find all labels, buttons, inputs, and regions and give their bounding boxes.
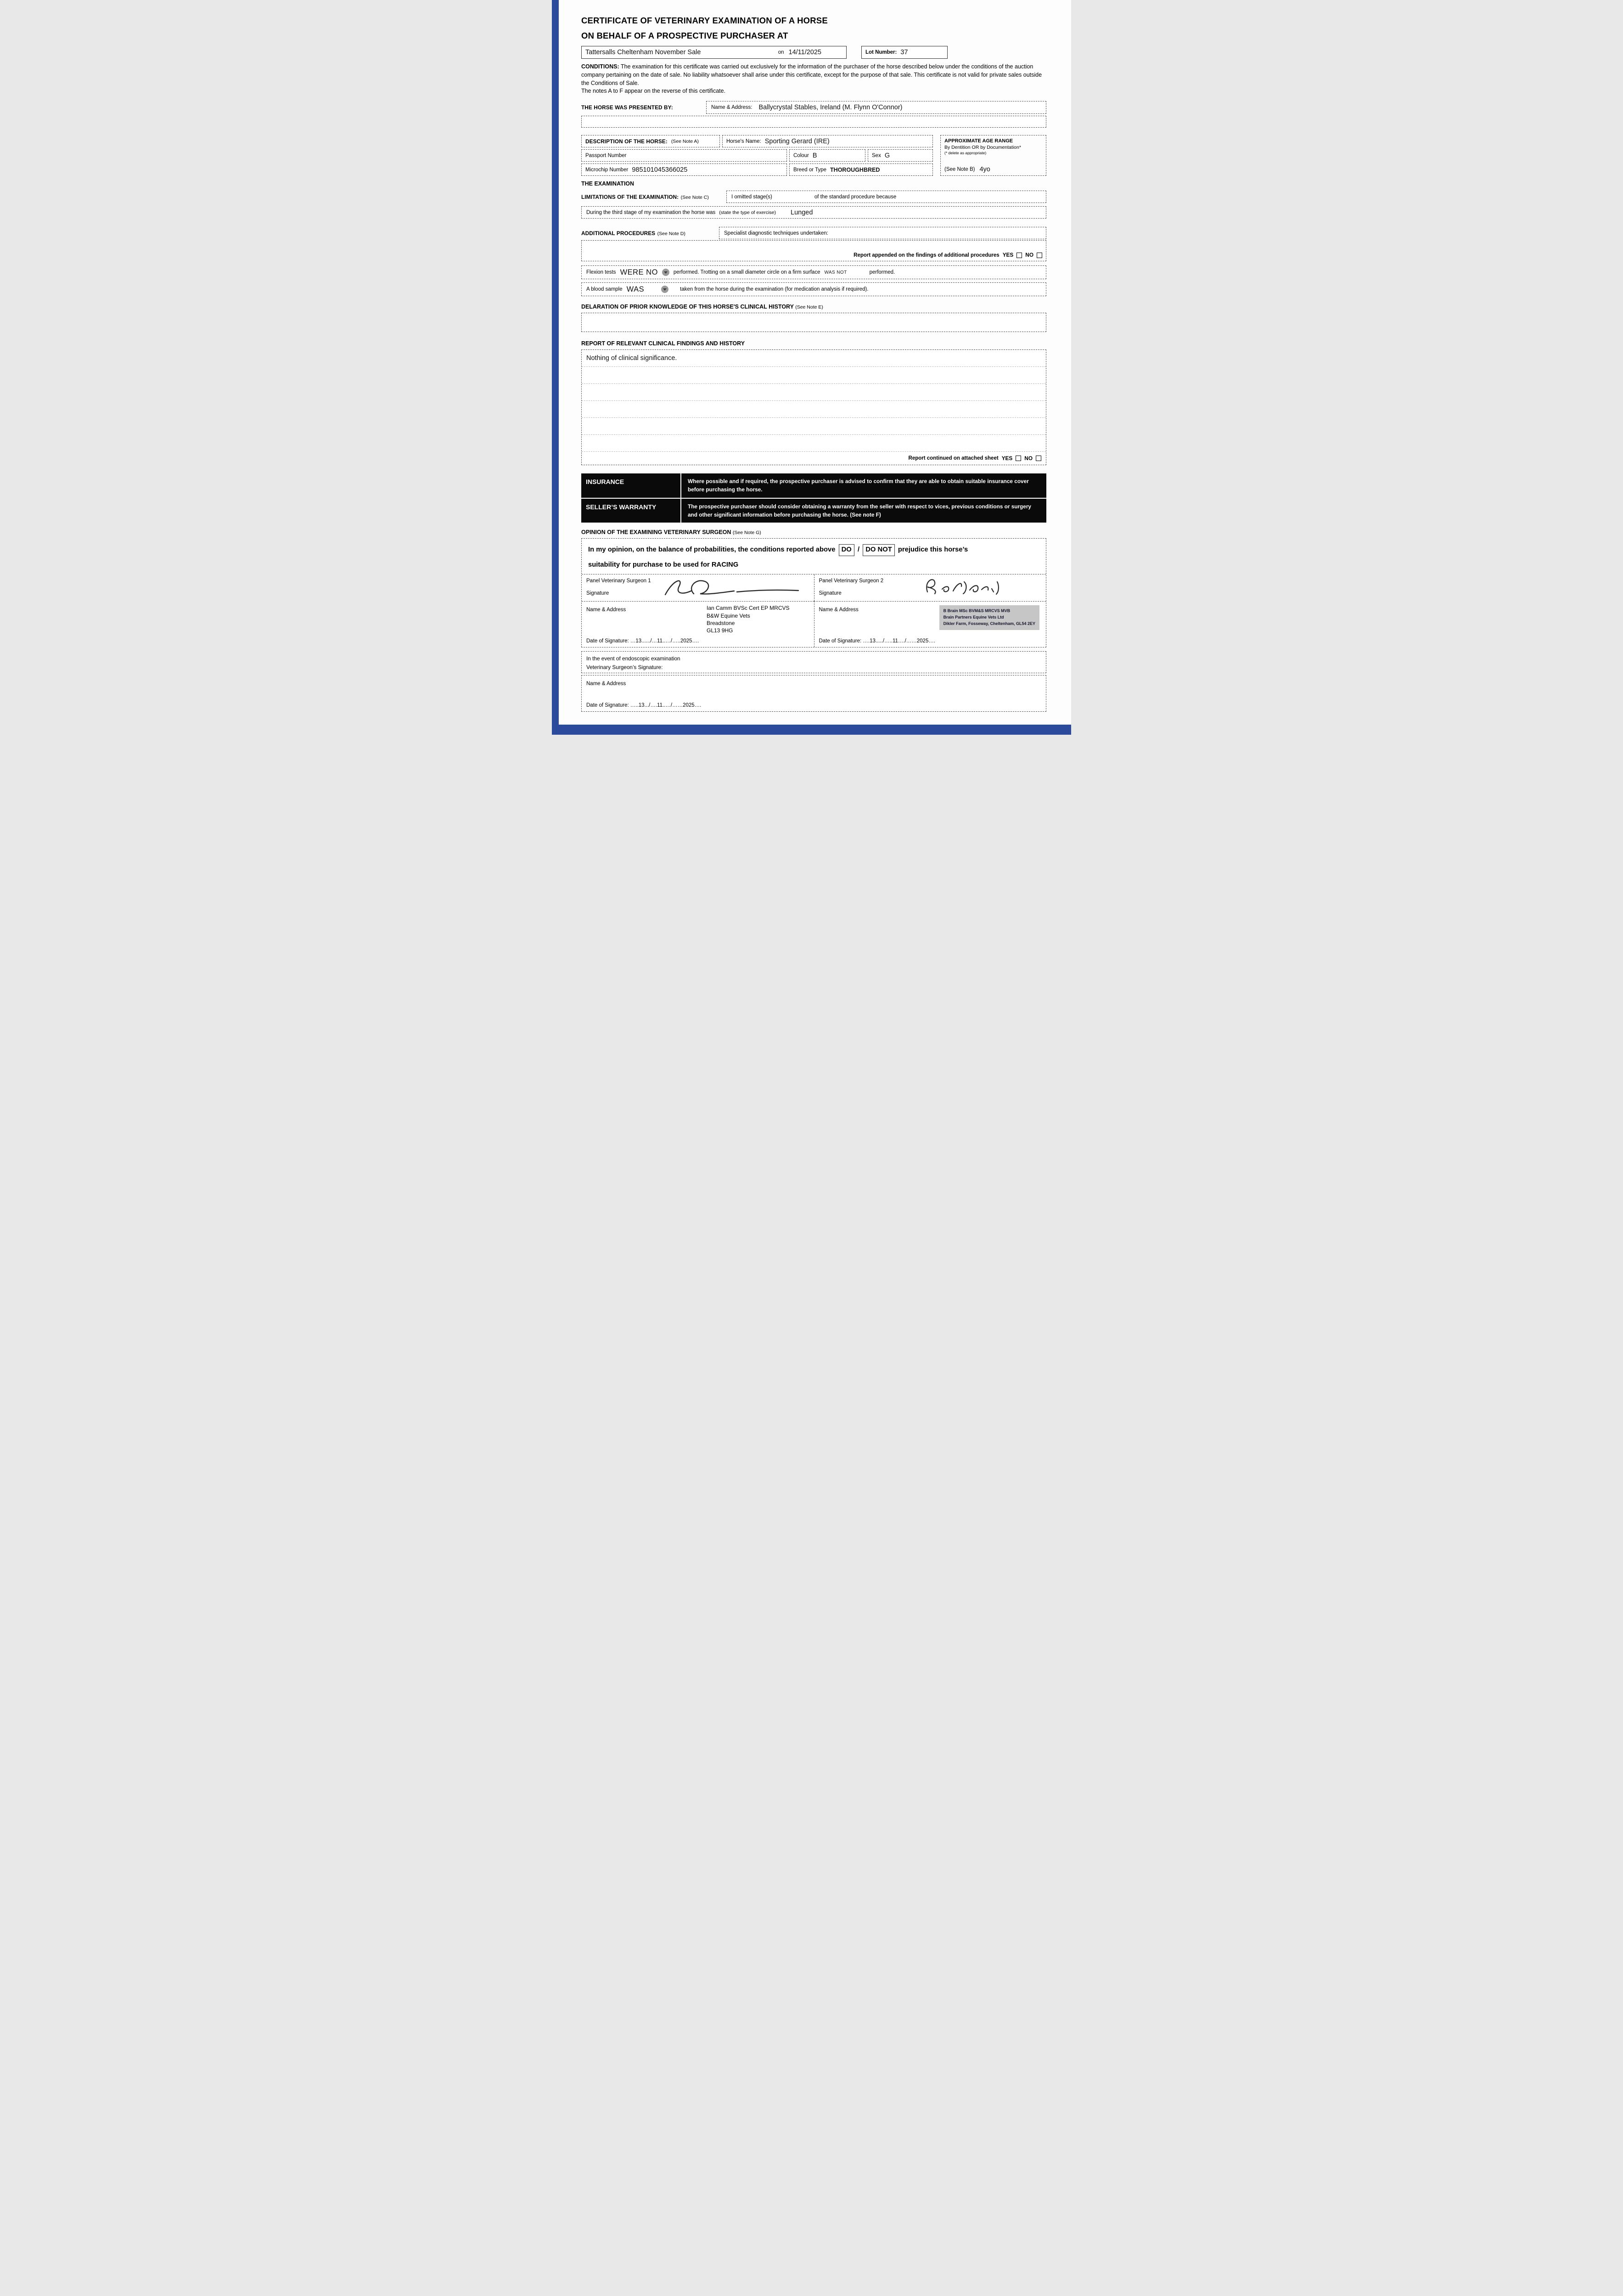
surgeon1-signature-cell (582, 574, 814, 601)
sex-label: Sex (872, 152, 881, 158)
opinion-heading-wrap (581, 529, 1046, 535)
microchip-value: 985101045366025 (632, 166, 688, 174)
surgeon1-address-line: GL13 9HG (707, 627, 733, 634)
horse-name-value: Sporting Gerard (IRE) (764, 137, 830, 145)
description-note: (See Note A) (671, 138, 699, 144)
limitations-note: (See Note C) (680, 194, 709, 200)
left-accent-bar (552, 0, 559, 735)
opinion-note: (See Note G) (732, 530, 761, 536)
omitted-suffix: of the standard procedure because (814, 194, 897, 200)
presented-by-label: THE HORSE WAS PRESENTED BY: (581, 104, 673, 111)
conditions-notes: The notes A to F appear on the reverse of this certificate. (581, 88, 726, 95)
description-section (581, 135, 1046, 176)
sale-name-value: Tattersalls Cheltenham November Sale (585, 49, 701, 56)
surgeon1-date-of-signature: Date of Signature: …13....../…11..…/…..2025…. (586, 638, 699, 644)
conditions-paragraph (581, 63, 1046, 87)
sellers-warranty-text: The prospective purchaser should consider obtaining a warranty from the seller with respect to vices, previous conditions or surgery and other significant information before purchasing the horse. (See note F) (680, 499, 1046, 523)
endoscopic-line1: In the event of endoscopic examination (586, 655, 680, 662)
limitations-row (581, 191, 1046, 203)
sale-on-label: on (778, 50, 784, 55)
additional-procedures-label-wrap (581, 229, 719, 237)
colour-field[interactable] (789, 149, 865, 162)
surgeon1-address-line: Breadstone (707, 619, 735, 626)
surgeon2-signature-cell (814, 574, 1046, 601)
omitted-prefix: I omitted stage(s) (731, 194, 772, 200)
name-address-label: Name & Address: (711, 105, 753, 110)
specialist-techniques-label: Specialist diagnostic techniques undertaken: (724, 230, 828, 236)
report-appended-no-checkbox[interactable] (1037, 253, 1042, 258)
microchip-field[interactable] (581, 163, 787, 176)
clinical-finding-value: Nothing of clinical significance. (586, 355, 677, 362)
sellers-warranty-label: SELLER’S WARRANTY (586, 503, 657, 511)
declaration-heading: DELARATION OF PRIOR KNOWLEDGE OF THIS HORSE'S CLINICAL HISTORY (581, 304, 794, 310)
surgeon1-address-line: B&W Equine Vets (707, 612, 750, 619)
presented-by-value: Ballycrystal Stables, Ireland (M. Flynn O'Connor) (758, 104, 903, 111)
additional-procedures-row (581, 227, 1046, 239)
report-appended-text: Report appended on the findings of additional procedures (854, 253, 1000, 258)
lot-number-value: 37 (900, 49, 908, 56)
endoscopic-address-field[interactable] (581, 675, 1046, 712)
description-label: DESCRIPTION OF THE HORSE: (585, 138, 668, 145)
report-continued-yes-checkbox[interactable] (1016, 456, 1021, 461)
flexion-label: Flexion tests (586, 270, 616, 275)
limitations-label-wrap (581, 193, 726, 201)
report-appended-field[interactable] (581, 240, 1046, 261)
report-appended-no-label: NO (1025, 252, 1033, 258)
lot-number-label: Lot Number: (865, 50, 897, 55)
opinion-heading: OPINION OF THE EXAMINING VETERINARY SURGEON (581, 529, 731, 536)
surgeon2-signature-label: Signature (819, 591, 842, 597)
opinion-do-not-option[interactable]: DO NOT (863, 544, 895, 556)
page-title: CERTIFICATE OF VETERINARY EXAMINATION OF A HORSE (581, 16, 828, 25)
flexion-tests-field (581, 265, 1046, 279)
additional-procedures-label: ADDITIONAL PROCEDURES (581, 230, 656, 236)
breed-value: THOROUGHBRED (830, 166, 880, 173)
surgeon2-address-cell (814, 601, 1046, 647)
sale-row (581, 46, 1046, 59)
report-continued-row (582, 452, 1046, 465)
lot-number-field[interactable] (861, 46, 948, 59)
declaration-field[interactable] (581, 313, 1046, 332)
opinion-do-option[interactable]: DO (839, 544, 854, 556)
age-range-title: APPROXIMATE AGE RANGE (944, 138, 1013, 144)
certificate-sheet (552, 0, 1071, 735)
sellers-warranty-row (581, 499, 1046, 523)
horse-name-label: Horse's Name: (726, 138, 761, 144)
opinion-statement-prefix: In my opinion, on the balance of probabilities, the conditions reported above (588, 546, 836, 554)
blood-sample-field (581, 282, 1046, 296)
passport-number-field[interactable] (581, 149, 787, 162)
description-label-cell (581, 135, 720, 147)
third-stage-prefix: During the third stage of my examination the horse was (586, 209, 716, 215)
specialist-techniques-field[interactable] (719, 227, 1046, 239)
colour-label: Colour (793, 152, 809, 158)
examination-heading: THE EXAMINATION (581, 180, 635, 187)
endoscopic-name-address-label: Name & Address (586, 681, 626, 687)
insurance-row (581, 473, 1046, 498)
passport-number-label: Passport Number (585, 152, 627, 158)
endoscopic-date-of-signature: Date of Signature: …..13.../….11..…/……2025…. (586, 703, 702, 709)
insurance-section (581, 473, 1046, 523)
age-range-box (940, 135, 1046, 176)
surgeon2-practice-stamp (939, 605, 1039, 630)
surgeon-grid (582, 574, 1046, 647)
blood-value[interactable]: WAS (626, 285, 645, 293)
colour-value: B (812, 152, 817, 159)
endoscopic-line2: Veterinary Surgeon’s Signature: (586, 664, 663, 671)
report-continued-no-checkbox[interactable] (1036, 456, 1041, 461)
presented-by-continuation-field[interactable] (581, 116, 1046, 128)
page-subtitle: ON BEHALF OF A PROSPECTIVE PURCHASER AT (581, 31, 788, 40)
clinical-report-empty-line[interactable] (582, 401, 1046, 418)
conditions-text: The examination for this certificate was carried out exclusively for the information of the purchaser of the horse described below under the conditions of the auction company pertaining on the date of sale. No liability whatsoever shall arise under this certificate, except for the purpose of that sale. This certificate is not valid for private sales outside the Conditions of Sale. (581, 63, 1042, 86)
opinion-slash: / (857, 546, 860, 554)
opinion-statement-suffix: prejudice this horse’s (898, 546, 968, 554)
additional-procedures-note: (See Note D) (657, 231, 685, 236)
report-appended-yes-label: YES (1002, 252, 1014, 258)
trotting-value[interactable]: WAS NOT (824, 270, 847, 275)
breed-field[interactable] (789, 163, 933, 176)
surgeon1-name-address-label: Name & Address (586, 607, 626, 613)
opinion-box (581, 538, 1046, 647)
age-range-delete-note: (* delete as appropriate) (944, 151, 987, 155)
bottom-accent-bar (552, 725, 1071, 735)
flexion-suffix: performed. Trotting on a small diameter circle on a firm surface (673, 270, 820, 275)
insurance-label: INSURANCE (586, 478, 624, 485)
flexion-dropdown-icon[interactable] (662, 269, 669, 276)
surgeon1-signature-label: Signature (586, 591, 609, 597)
blood-label: A blood sample (586, 287, 623, 292)
presented-by-field[interactable] (706, 101, 1046, 114)
stamp-line: Brain Partners Equine Vets Ltd (943, 615, 1004, 620)
trotting-suffix: performed. (869, 270, 895, 275)
sale-name-field[interactable] (581, 46, 847, 59)
limitations-label: LIMITATIONS OF THE EXAMINATION: (581, 193, 679, 200)
stamp-line: B Brain MSc BVM&S MRCVS MVB (943, 608, 1011, 613)
sex-value: G (884, 152, 890, 159)
opinion-statement-line2: suitability for purchase to be used for RACING (588, 561, 739, 568)
clinical-report-empty-line[interactable] (582, 418, 1046, 435)
stamp-line: Dikler Farm, Fosseway, Cheltenham, GL54 2EY (943, 621, 1035, 626)
third-stage-note: (state the type of exercise) (719, 209, 776, 215)
age-value[interactable]: 4yo (979, 166, 990, 173)
clinical-report-empty-line[interactable] (582, 384, 1046, 401)
surgeon1-address-cell (582, 601, 814, 647)
opinion-statement (582, 539, 1046, 574)
surgeon2-date-of-signature: Date of Signature: ….13...../…..11…./……2025…. (819, 638, 936, 644)
report-continued-yes-label: YES (1001, 455, 1013, 461)
surgeon1-panel-label: Panel Veterinary Surgeon 1 (586, 578, 651, 584)
conditions-label: CONDITIONS: (581, 63, 619, 70)
blood-suffix: taken from the horse during the examination (for medication analysis if required). (680, 287, 869, 292)
surgeon1-address-value (707, 604, 790, 634)
presented-by-row (581, 101, 1046, 114)
surgeon2-panel-label: Panel Veterinary Surgeon 2 (819, 578, 884, 584)
clinical-report-empty-line[interactable] (582, 435, 1046, 452)
declaration-heading-wrap (581, 304, 1046, 310)
clinical-report-box[interactable] (581, 349, 1046, 465)
insurance-text: Where possible and if required, the prospective purchaser is advised to confirm that they are able to obtain suitable insurance cover before purchasing the horse. (680, 473, 1046, 498)
blood-dropdown-icon[interactable] (661, 286, 668, 293)
flexion-value[interactable]: WERE NO (620, 268, 658, 276)
report-continued-no-label: NO (1024, 455, 1033, 461)
clinical-report-empty-line[interactable] (582, 367, 1046, 384)
breed-label: Breed or Type (793, 167, 827, 173)
report-appended-yes-checkbox[interactable] (1016, 253, 1022, 258)
age-see-note-b: (See Note B) (944, 167, 975, 172)
declaration-note: (See Note E) (795, 304, 823, 310)
surgeon1-address-line: Ian Camm BVSc Cert EP MRCVS (707, 605, 790, 612)
omitted-stages-field[interactable] (726, 191, 1046, 203)
sex-field[interactable] (868, 149, 933, 162)
third-stage-value: Lunged (791, 208, 813, 216)
horse-name-field[interactable] (722, 135, 933, 147)
clinical-report-line (582, 350, 1046, 367)
clinical-report-heading: REPORT OF RELEVANT CLINICAL FINDINGS AND HISTORY (581, 340, 745, 347)
endoscopic-signature-field[interactable] (581, 651, 1046, 673)
age-range-method: By Dentition OR by Documentation* (944, 145, 1021, 150)
surgeon2-name-address-label: Name & Address (819, 607, 859, 613)
third-stage-field[interactable] (581, 206, 1046, 219)
report-continued-text: Report continued on attached sheet (908, 456, 999, 461)
sale-date-value[interactable]: 14/11/2025 (788, 49, 821, 56)
microchip-label: Microchip Number (585, 167, 629, 173)
